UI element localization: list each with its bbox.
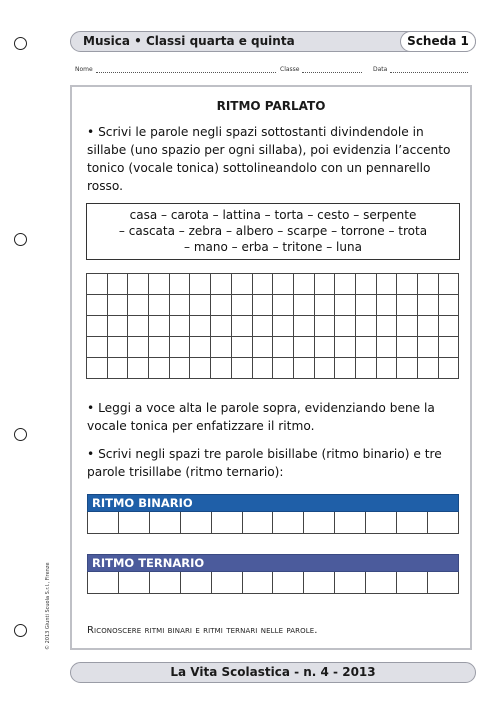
binario-cell[interactable] bbox=[366, 512, 397, 533]
syllable-cell[interactable] bbox=[356, 274, 377, 295]
ternario-cell[interactable] bbox=[243, 572, 274, 593]
syllable-cell[interactable] bbox=[128, 337, 149, 358]
syllable-cell[interactable] bbox=[232, 295, 253, 316]
syllable-cell[interactable] bbox=[108, 337, 129, 358]
syllable-cell[interactable] bbox=[232, 274, 253, 295]
ternario-cell[interactable] bbox=[335, 572, 366, 593]
field-classe[interactable] bbox=[280, 66, 362, 73]
syllable-cell[interactable] bbox=[356, 358, 377, 379]
syllable-cell[interactable] bbox=[335, 274, 356, 295]
syllable-cell[interactable] bbox=[273, 358, 294, 379]
syllable-cell[interactable] bbox=[335, 358, 356, 379]
syllable-cell[interactable] bbox=[253, 295, 274, 316]
syllable-cell[interactable] bbox=[273, 295, 294, 316]
syllable-cell[interactable] bbox=[315, 358, 336, 379]
syllable-cell[interactable] bbox=[397, 316, 418, 337]
syllable-cell[interactable] bbox=[108, 316, 129, 337]
syllable-cell[interactable] bbox=[149, 316, 170, 337]
syllable-cell[interactable] bbox=[149, 295, 170, 316]
binario-cell[interactable] bbox=[397, 512, 428, 533]
syllable-cell[interactable] bbox=[128, 295, 149, 316]
ternario-cell[interactable] bbox=[304, 572, 335, 593]
binario-cell[interactable] bbox=[119, 512, 150, 533]
syllable-cell[interactable] bbox=[87, 337, 108, 358]
syllable-cell[interactable] bbox=[253, 316, 274, 337]
syllable-cell[interactable] bbox=[418, 337, 439, 358]
objective-footnote: Riconoscere ritmi binari e ritmi ternari nelle parole. bbox=[87, 625, 318, 636]
ternario-cell[interactable] bbox=[150, 572, 181, 593]
ternario-cell[interactable] bbox=[181, 572, 212, 593]
instruction-2: • Leggi a voce alta le parole sopra, evidenziando bene la vocale tonica per enfatizzare il ritmo. bbox=[87, 401, 435, 433]
word-line-3: – mano – erba – tritone – luna bbox=[184, 240, 362, 254]
syllable-cell[interactable] bbox=[439, 295, 460, 316]
syllable-cell[interactable] bbox=[108, 358, 129, 379]
syllable-cell[interactable] bbox=[356, 295, 377, 316]
syllable-cell[interactable] bbox=[315, 316, 336, 337]
syllable-cell[interactable] bbox=[418, 316, 439, 337]
syllable-cell[interactable] bbox=[87, 358, 108, 379]
copyright-note: © 2013 Giunti Scuola S.r.l., Firenze bbox=[45, 562, 51, 650]
ternario-cell[interactable] bbox=[366, 572, 397, 593]
binario-cell[interactable] bbox=[428, 512, 459, 533]
binario-cell[interactable] bbox=[304, 512, 335, 533]
scheda-label: Scheda 1 bbox=[400, 31, 476, 52]
syllable-cell[interactable] bbox=[294, 358, 315, 379]
syllable-cell[interactable] bbox=[397, 274, 418, 295]
student-fields bbox=[75, 66, 473, 80]
field-classe-label: Classe bbox=[280, 66, 300, 73]
syllable-cell[interactable] bbox=[211, 274, 232, 295]
field-nome[interactable] bbox=[75, 66, 276, 73]
syllable-cell[interactable] bbox=[273, 274, 294, 295]
ternario-cell[interactable] bbox=[428, 572, 459, 593]
syllable-cell[interactable] bbox=[294, 295, 315, 316]
syllable-cell[interactable] bbox=[253, 358, 274, 379]
syllable-cell[interactable] bbox=[253, 274, 274, 295]
binario-cell[interactable] bbox=[243, 512, 274, 533]
syllable-cell[interactable] bbox=[87, 295, 108, 316]
syllable-cell[interactable] bbox=[356, 316, 377, 337]
worksheet-title: RITMO PARLATO bbox=[216, 99, 326, 113]
syllable-cell[interactable] bbox=[170, 358, 191, 379]
word-line-2: – cascata – zebra – albero – scarpe – torrone – trota bbox=[118, 224, 428, 238]
syllable-cell[interactable] bbox=[170, 274, 191, 295]
syllable-cell[interactable] bbox=[149, 358, 170, 379]
syllable-cell[interactable] bbox=[108, 295, 129, 316]
syllable-cell[interactable] bbox=[315, 337, 336, 358]
syllable-cell[interactable] bbox=[232, 316, 253, 337]
syllable-cell[interactable] bbox=[439, 274, 460, 295]
binder-hole-3 bbox=[14, 428, 27, 441]
syllable-cell[interactable] bbox=[211, 358, 232, 379]
syllable-cell[interactable] bbox=[190, 337, 211, 358]
ternario-cell[interactable] bbox=[119, 572, 150, 593]
instruction-3: • Scrivi negli spazi tre parole bisillabe (ritmo binario) e tre parole trisillabe (ritmo ternario): bbox=[87, 447, 442, 479]
syllable-cell[interactable] bbox=[190, 274, 211, 295]
syllable-cell[interactable] bbox=[211, 337, 232, 358]
syllable-cell[interactable] bbox=[170, 316, 191, 337]
binder-hole-2 bbox=[14, 233, 27, 246]
syllable-cell[interactable] bbox=[335, 337, 356, 358]
syllable-cell[interactable] bbox=[170, 295, 191, 316]
syllable-cell[interactable] bbox=[128, 316, 149, 337]
word-list-box bbox=[86, 203, 460, 260]
syllable-cell[interactable] bbox=[439, 358, 460, 379]
syllable-cell[interactable] bbox=[315, 274, 336, 295]
ternario-cells[interactable] bbox=[87, 572, 459, 594]
syllable-cell[interactable] bbox=[377, 358, 398, 379]
syllable-cell[interactable] bbox=[377, 316, 398, 337]
syllable-grid[interactable] bbox=[86, 273, 459, 379]
syllable-cell[interactable] bbox=[377, 337, 398, 358]
syllable-cell[interactable] bbox=[439, 316, 460, 337]
syllable-cell[interactable] bbox=[128, 274, 149, 295]
header-title: Musica • Classi quarta e quinta bbox=[83, 34, 295, 48]
band-ritmo-ternario: RITMO TERNARIO bbox=[87, 554, 459, 572]
word-line-1: casa – carota – lattina – torta – cesto – serpente bbox=[129, 208, 417, 222]
header-bar bbox=[70, 31, 476, 52]
syllable-cell[interactable] bbox=[232, 337, 253, 358]
ternario-cell[interactable] bbox=[397, 572, 428, 593]
footer-bar: La Vita Scolastica - n. 4 - 2013 bbox=[70, 662, 476, 683]
binario-cell[interactable] bbox=[212, 512, 243, 533]
syllable-cell[interactable] bbox=[211, 316, 232, 337]
binario-cell[interactable] bbox=[273, 512, 304, 533]
syllable-cell[interactable] bbox=[128, 358, 149, 379]
binario-cell[interactable] bbox=[181, 512, 212, 533]
syllable-cell[interactable] bbox=[149, 274, 170, 295]
band-ritmo-binario: RITMO BINARIO bbox=[87, 494, 459, 512]
binder-hole-1 bbox=[14, 37, 27, 50]
field-data[interactable] bbox=[373, 66, 468, 73]
syllable-cell[interactable] bbox=[294, 337, 315, 358]
syllable-cell[interactable] bbox=[149, 337, 170, 358]
syllable-cell[interactable] bbox=[397, 337, 418, 358]
syllable-cell[interactable] bbox=[377, 274, 398, 295]
syllable-cell[interactable] bbox=[294, 316, 315, 337]
syllable-cell[interactable] bbox=[418, 274, 439, 295]
syllable-cell[interactable] bbox=[253, 337, 274, 358]
ternario-cell[interactable] bbox=[88, 572, 119, 593]
syllable-cell[interactable] bbox=[439, 337, 460, 358]
syllable-cell[interactable] bbox=[377, 295, 398, 316]
syllable-cell[interactable] bbox=[397, 358, 418, 379]
syllable-cell[interactable] bbox=[418, 295, 439, 316]
ternario-cell[interactable] bbox=[212, 572, 243, 593]
syllable-cell[interactable] bbox=[170, 337, 191, 358]
binario-cell[interactable] bbox=[150, 512, 181, 533]
binario-cells[interactable] bbox=[87, 512, 459, 534]
syllable-cell[interactable] bbox=[87, 316, 108, 337]
syllable-cell[interactable] bbox=[315, 295, 336, 316]
syllable-cell[interactable] bbox=[418, 358, 439, 379]
ternario-cell[interactable] bbox=[273, 572, 304, 593]
syllable-cell[interactable] bbox=[190, 316, 211, 337]
binder-hole-4 bbox=[14, 624, 27, 637]
binario-cell[interactable] bbox=[88, 512, 119, 533]
syllable-cell[interactable] bbox=[87, 274, 108, 295]
worksheet-box bbox=[70, 85, 472, 650]
syllable-cell[interactable] bbox=[273, 316, 294, 337]
syllable-cell[interactable] bbox=[273, 337, 294, 358]
syllable-cell[interactable] bbox=[232, 358, 253, 379]
syllable-cell[interactable] bbox=[335, 295, 356, 316]
field-nome-label: Nome bbox=[75, 66, 93, 73]
syllable-cell[interactable] bbox=[108, 274, 129, 295]
instruction-1: • Scrivi le parole negli spazi sottostanti divindendole in sillabe (uno spazio per ogni sillaba), poi evidenzia l’accento tonico (vocale tonica) sottolineandolo con un pennarello rosso. bbox=[87, 125, 451, 193]
field-data-label: Data bbox=[373, 66, 388, 73]
syllable-cell[interactable] bbox=[190, 358, 211, 379]
syllable-cell[interactable] bbox=[397, 295, 418, 316]
syllable-cell[interactable] bbox=[211, 295, 232, 316]
syllable-cell[interactable] bbox=[335, 316, 356, 337]
binario-cell[interactable] bbox=[335, 512, 366, 533]
syllable-cell[interactable] bbox=[294, 274, 315, 295]
syllable-cell[interactable] bbox=[356, 337, 377, 358]
syllable-cell[interactable] bbox=[190, 295, 211, 316]
